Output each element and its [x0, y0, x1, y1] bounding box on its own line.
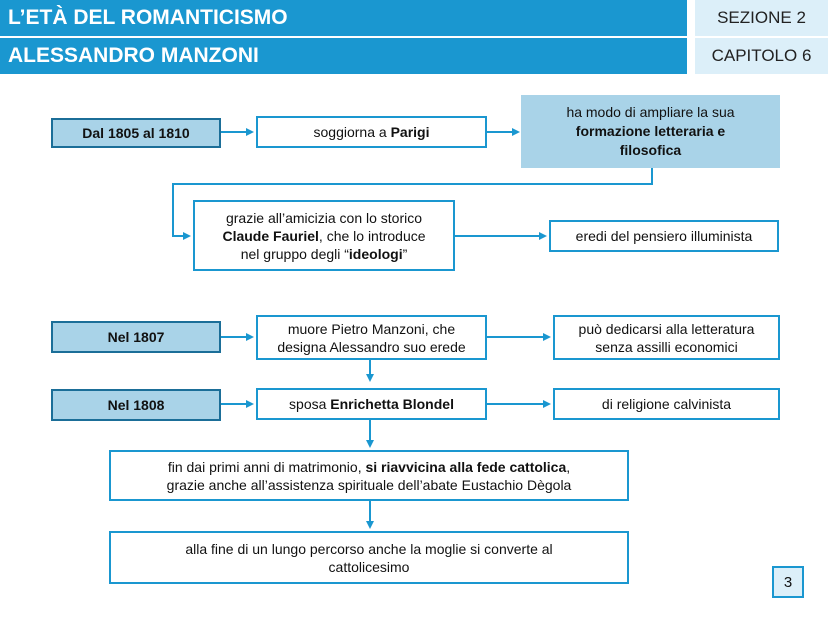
fauriel-box: grazie all’amicizia con lo storico Claude Fauriel, che lo introduce nel gruppo degli “ideologi”: [193, 200, 455, 271]
muore-box: muore Pietro Manzoni, che designa Alessandro suo erede: [256, 315, 487, 360]
eredi-box: eredi del pensiero illuminista: [549, 220, 779, 252]
header-title-line2: ALESSANDRO MANZONI: [0, 38, 687, 74]
chapter-label: CAPITOLO 6: [695, 38, 828, 74]
fede-box: fin dai primi anni di matrimonio, si riavvicina alla fede cattolica, grazie anche all’assistenza spirituale dell’abate Eustachio Dègola: [109, 450, 629, 501]
converte-box: alla fine di un lungo percorso anche la moglie si converte al cattolicesimo: [109, 531, 629, 584]
dedicarsi-box: può dedicarsi alla letteratura senza assilli economici: [553, 315, 780, 360]
section-label: SEZIONE 2: [695, 0, 828, 36]
date-box-1808: Nel 1808: [51, 389, 221, 421]
sposa-box: sposa Enrichetta Blondel: [256, 388, 487, 420]
soggiorna-box: soggiorna a Parigi: [256, 116, 487, 148]
date-box-1807: Nel 1807: [51, 321, 221, 353]
header-title-line1: L’ETÀ DEL ROMANTICISMO: [0, 0, 687, 36]
religione-box: di religione calvinista: [553, 388, 780, 420]
page-number: 3: [772, 566, 804, 598]
formazione-box: ha modo di ampliare la sua formazione letteraria e filosofica: [521, 95, 780, 168]
date-box-1805-1810: Dal 1805 al 1810: [51, 118, 221, 148]
